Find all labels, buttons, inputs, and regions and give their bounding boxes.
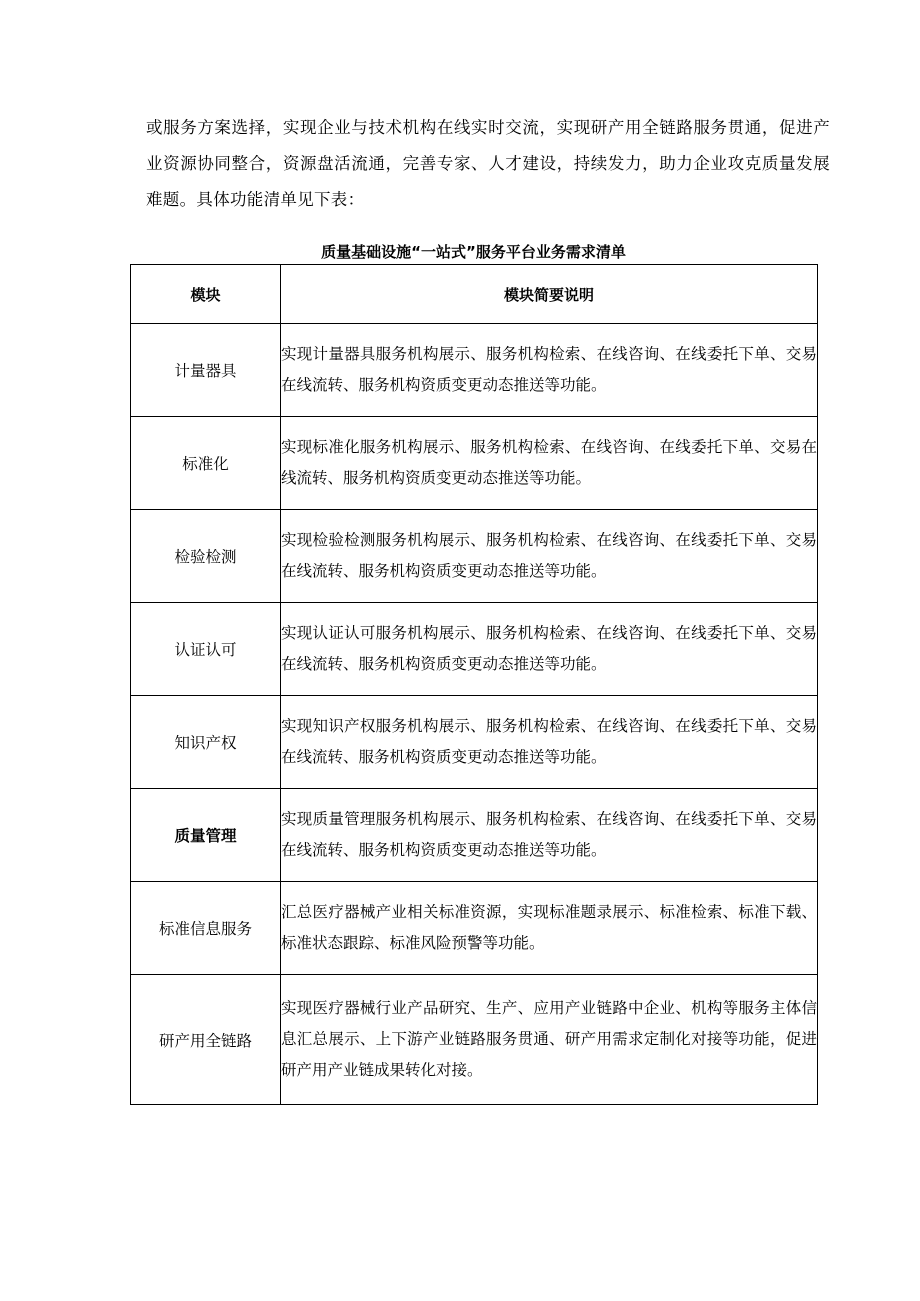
table-row [131, 975, 818, 1105]
module-name: 计量器具 [131, 324, 281, 417]
module-name: 标准化 [131, 417, 281, 510]
table-row [131, 789, 818, 882]
table-row [131, 882, 818, 975]
module-name: 研产用全链路 [131, 975, 281, 1105]
table-header-row [131, 265, 818, 324]
module-description: 实现医疗器械行业产品研究、生产、应用产业链路中企业、机构等服务主体信息汇总展示、上下游产业链路服务贯通、研产用需求定制化对接等功能，促进研产用产业链成果转化对接。 [281, 975, 818, 1105]
table-row [131, 696, 818, 789]
module-description: 实现质量管理服务机构展示、服务机构检索、在线咨询、在线委托下单、交易在线流转、服务机构资质变更动态推送等功能。 [281, 789, 818, 882]
module-name: 检验检测 [131, 510, 281, 603]
module-name: 知识产权 [131, 696, 281, 789]
module-description: 实现知识产权服务机构展示、服务机构检索、在线咨询、在线委托下单、交易在线流转、服务机构资质变更动态推送等功能。 [281, 696, 818, 789]
module-description: 实现计量器具服务机构展示、服务机构检索、在线咨询、在线委托下单、交易在线流转、服务机构资质变更动态推送等功能。 [281, 324, 818, 417]
module-name: 质量管理 [131, 789, 281, 882]
table-row [131, 324, 818, 417]
module-description: 汇总医疗器械产业相关标准资源，实现标准题录展示、标准检索、标准下载、标准状态跟踪、标准风险预警等功能。 [281, 882, 818, 975]
table-row [131, 417, 818, 510]
module-name: 标准信息服务 [131, 882, 281, 975]
header-description: 模块简要说明 [281, 265, 818, 324]
table-title: 质量基础设施“一站式”服务平台业务需求清单 [321, 243, 626, 261]
table-row [131, 603, 818, 696]
module-description: 实现认证认可服务机构展示、服务机构检索、在线咨询、在线委托下单、交易在线流转、服务机构资质变更动态推送等功能。 [281, 603, 818, 696]
intro-paragraph: 或服务方案选择，实现企业与技术机构在线实时交流，实现研产用全链路服务贯通，促进产业资源协同整合，资源盘活流通，完善专家、人才建设，持续发力，助力企业攻克质量发展难题。具体功能清单见下表： [146, 118, 830, 209]
header-module: 模块 [131, 265, 281, 324]
requirements-table [130, 264, 818, 1105]
table-row [131, 510, 818, 603]
module-description: 实现检验检测服务机构展示、服务机构检索、在线咨询、在线委托下单、交易在线流转、服务机构资质变更动态推送等功能。 [281, 510, 818, 603]
module-name: 认证认可 [131, 603, 281, 696]
module-description: 实现标准化服务机构展示、服务机构检索、在线咨询、在线委托下单、交易在线流转、服务机构资质变更动态推送等功能。 [281, 417, 818, 510]
